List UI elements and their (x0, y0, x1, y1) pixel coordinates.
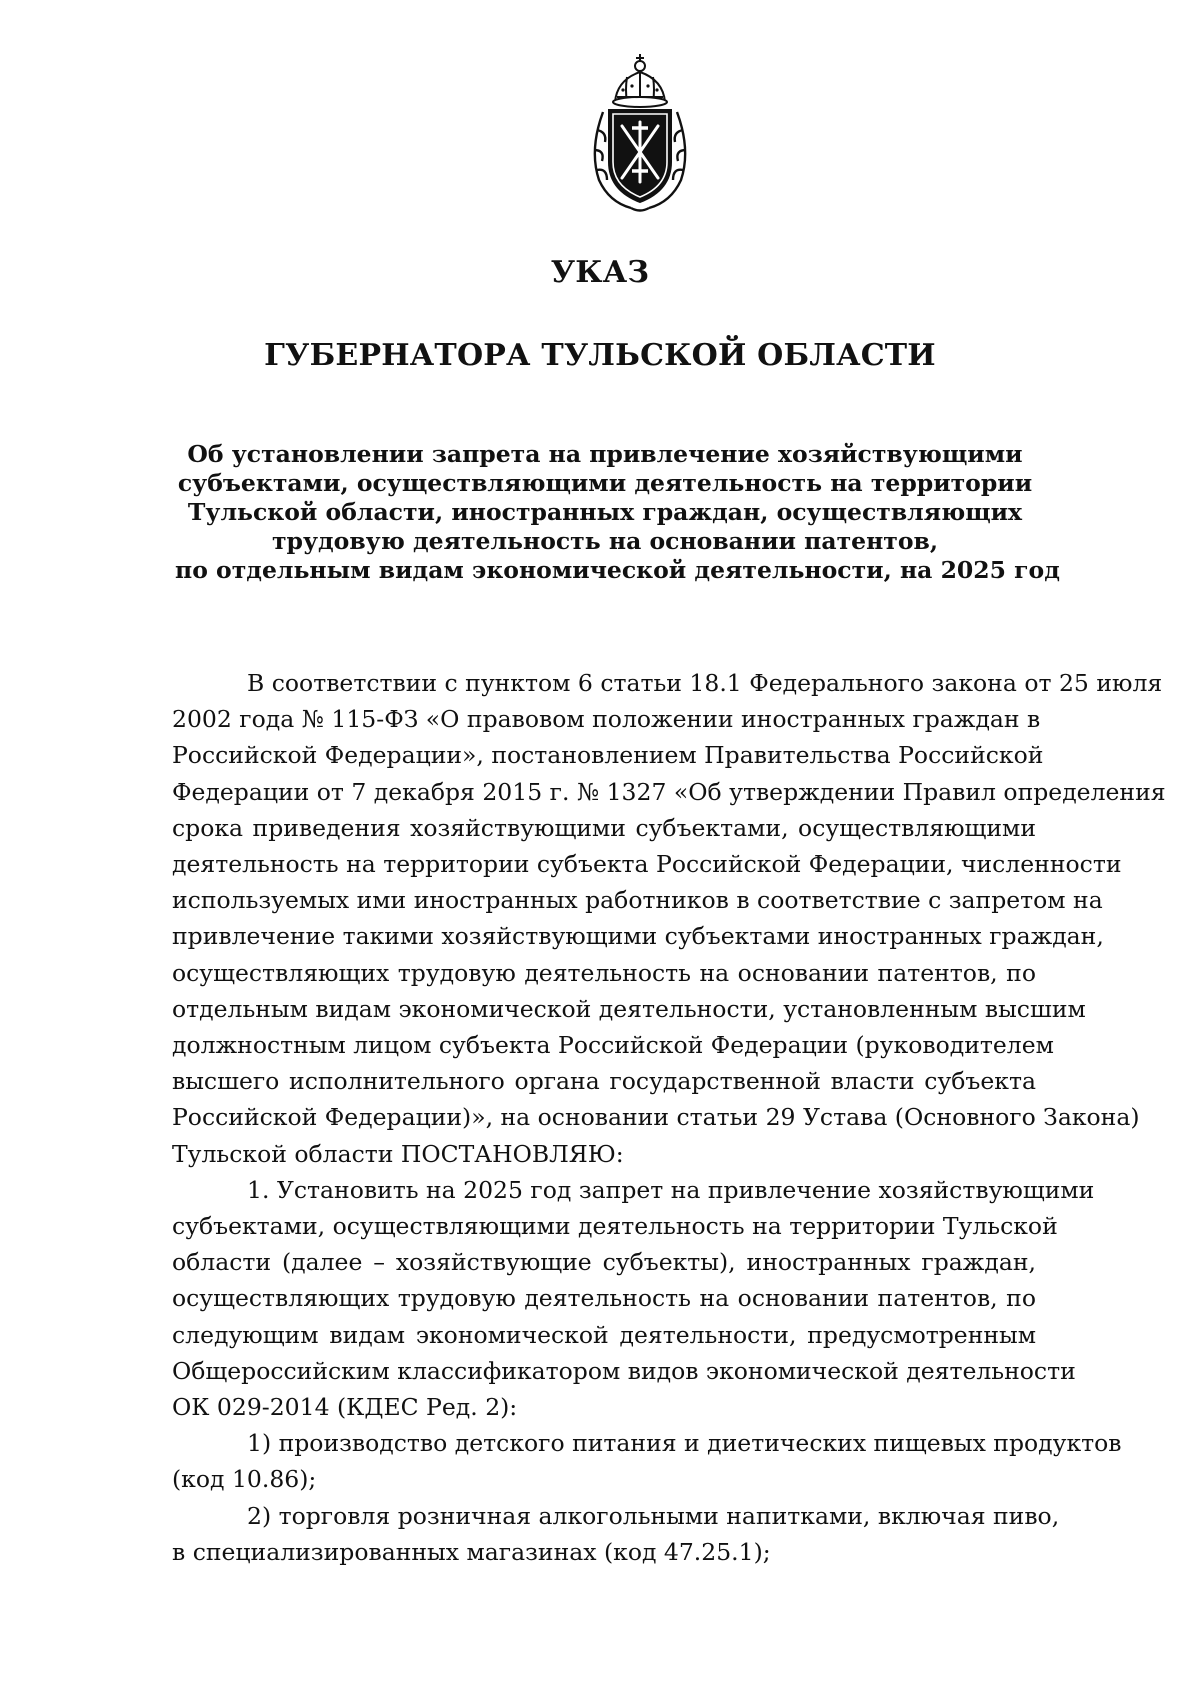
text-line: Российской Федерации», постановлением Правительства Российской (172, 741, 1044, 770)
list-item-1 (172, 1425, 1122, 1497)
text-line: 2002 года № 115-ФЗ «О правовом положении иностранных граждан в (172, 705, 1041, 734)
subject-line: по отдельным видам экономической деятельности, на 2025 год (175, 556, 1060, 584)
subject-line: субъектами, осуществляющими деятельность на территории (177, 469, 1033, 497)
text-line: должностным лицом субъекта Российской Федерации (руководителем (172, 1031, 1054, 1060)
text-line: 1) производство детского питания и диетических пищевых продуктов (247, 1429, 1122, 1458)
text-line: Общероссийским классификатором видов экономической деятельности (172, 1356, 1076, 1385)
text-line: В соответствии с пунктом 6 статьи 18.1 Федерального закона от 25 июля (247, 669, 1163, 697)
text-line: используемых ими иностранных работников в соответствие с запретом на (172, 886, 1103, 915)
text-line: 1. Установить на 2025 год запрет на привлечение хозяйствующими (247, 1175, 1095, 1204)
text-line: привлечение такими хозяйствующими субъектами иностранных граждан, (172, 922, 1104, 951)
subject-line: трудовую деятельность на основании патентов, (271, 527, 939, 555)
tula-coat-of-arms-icon (585, 50, 695, 215)
text-line: (код 10.86); (172, 1465, 317, 1494)
document-body (172, 665, 1166, 1570)
list-item-2 (172, 1498, 1060, 1570)
text-line: высшего исполнительного органа государственной власти субъекта (172, 1067, 1036, 1096)
text-line: субъектами, осуществляющими деятельность на территории Тульской (172, 1212, 1058, 1241)
subject-line: Тульской области, иностранных граждан, осуществляющих (187, 498, 1023, 526)
text-line: Тульской области ПОСТАНОВЛЯЮ: (172, 1139, 624, 1168)
clause-1-paragraph (172, 1172, 1095, 1425)
document-subject (175, 440, 1060, 585)
text-line: в специализированных магазинах (код 47.25.1); (172, 1537, 771, 1566)
text-line: деятельность на территории субъекта Российской Федерации, численности (172, 850, 1122, 879)
text-line: 2) торговля розничная алкогольными напитками, включая пиво, (247, 1501, 1060, 1530)
text-line: осуществляющих трудовую деятельность на основании патентов, по (172, 1284, 1036, 1313)
document-issuer: ГУБЕРНАТОРА ТУЛЬСКОЙ ОБЛАСТИ (264, 338, 936, 373)
text-line: Российской Федерации)», на основании статьи 29 Устава (Основного Закона) (172, 1103, 1140, 1132)
text-line: срока приведения хозяйствующими субъектами, осуществляющими (172, 813, 1036, 842)
text-line: Федерации от 7 декабря 2015 г. № 1327 «Об утверждении Правил определения (172, 777, 1166, 806)
document-title: УКАЗ (550, 255, 650, 290)
preamble-paragraph (172, 665, 1166, 1172)
text-line: отдельным видам экономической деятельности, установленным высшим (172, 994, 1086, 1023)
subject-line: Об установлении запрета на привлечение хозяйствующими (187, 440, 1023, 468)
text-line: следующим видам экономической деятельности, предусмотренным (172, 1320, 1036, 1349)
text-line: ОК 029-2014 (КДЕС Ред. 2): (172, 1393, 518, 1422)
text-line: области (далее – хозяйствующие субъекты), иностранных граждан, (172, 1248, 1036, 1277)
text-line: осуществляющих трудовую деятельность на основании патентов, по (172, 958, 1036, 987)
